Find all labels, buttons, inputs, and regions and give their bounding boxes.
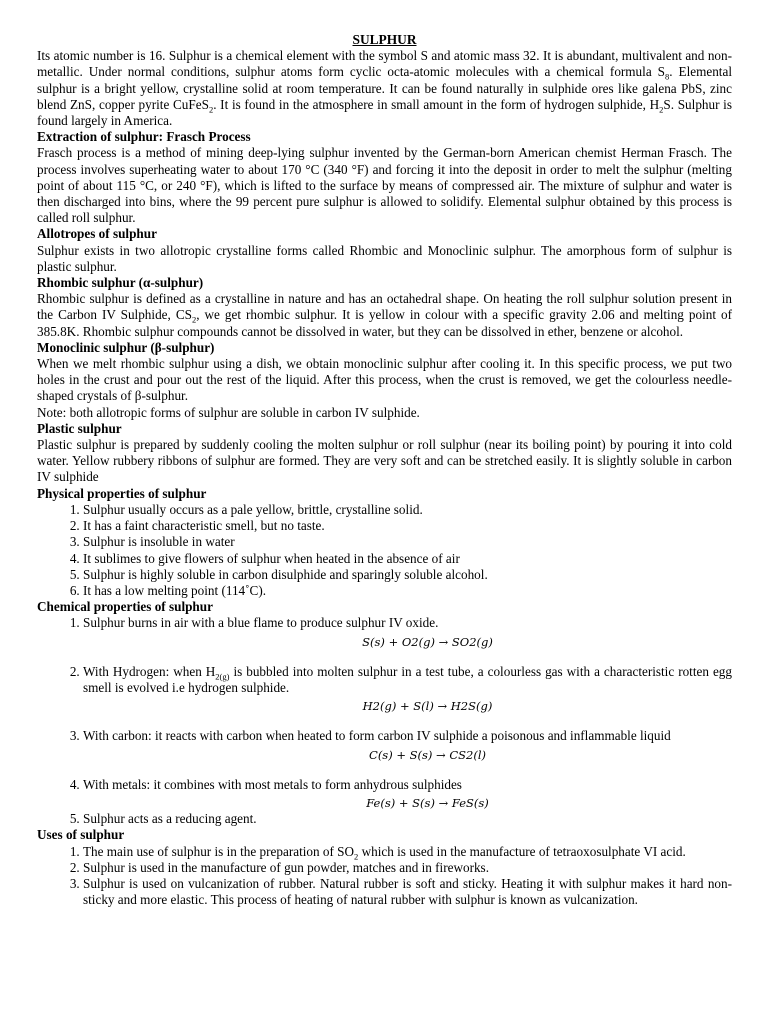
intro-text-3: . It is found in the atmosphere in small amount in the form of hydrogen sulphide, H — [213, 96, 660, 112]
list-item — [83, 615, 732, 663]
subscript: 2 — [659, 104, 664, 115]
monoclinic-note: Note: both allotropic forms of sulphur are soluble in carbon IV sulphide. — [37, 404, 420, 420]
equation: S(s) + O2(g) → SO2(g) — [362, 634, 493, 649]
intro-text-1: Its atomic number is 16. Sulphur is a chemical element with the symbol S and atomic mass 32. It is abundant, multivalent and non-metallic. Under normal conditions, sulphur atoms form cyclic octa-atomic molecules with a chemical formula S — [37, 48, 732, 80]
subscript: 2 — [208, 104, 214, 115]
chemical-properties-list — [37, 615, 732, 827]
chem-item-text: Sulphur burns in air with a blue flame to produce sulphur IV oxide. — [83, 615, 439, 631]
plastic-paragraph: Plastic sulphur is prepared by suddenly cooling the molten sulphur or roll sulphur (near its boiling point) by pouring it into cold water. Yellow rubbery ribbons of sulphur are formed. They are very soft and can be stretched easily. It is slightly soluble in carbon IV sulphide — [37, 437, 732, 485]
subscript: 2 — [191, 315, 197, 326]
frasch-heading: Extraction of sulphur: Frasch Process — [37, 129, 251, 145]
plastic-heading: Plastic sulphur — [37, 420, 122, 436]
list-item — [83, 664, 732, 729]
chem-item-text: With Hydrogen: when H — [83, 663, 216, 679]
frasch-paragraph: Frasch process is a method of mining deep-lying sulphur invented by the German-born American chemist Herman Frasch. The process involves superheating water to about 170 °C (340 °F) and forcing it into the deposit in order to melt the sulphur (melting point of about 115 °C, or 240 °F), which is lifted to the surface by means of compressed air. The mixture of sulphur and water is then discharged into bins, where the 99 percent pure sulphur is allowed to solidify. Elemental sulphur obtained by this process is called roll sulphur. — [37, 145, 732, 226]
monoclinic-heading: Monoclinic sulphur (β-sulphur) — [37, 339, 215, 355]
uses-heading: Uses of sulphur — [37, 827, 125, 843]
allotropes-heading: Allotropes of sulphur — [37, 226, 157, 242]
monoclinic-paragraph: When we melt rhombic sulphur using a dish, we obtain monoclinic sulphur after cooling it. In this specific process, we put two holes in the crust and pour out the rest of the liquid. After this process, when the crust is removed, we get the colourless needle-shaped crystals of β-sulphur. — [37, 356, 732, 404]
rhombic-text-2: , we get rhombic sulphur. It is yellow in colour with a specific gravity 2.06 and melting point of 385.8K. Rhombic sulphur compounds cannot be dissolved in water, but they can be dissolved in ether, benzene or alcohol. — [37, 307, 732, 339]
list-item: 3. Sulphur is used on vulcanization of rubber. Natural rubber is soft and sticky. Heating it with sulphur makes it hard non-sticky and more elastic. This process of heating of natural rubber with sulphur is known as vulcanization. — [83, 876, 732, 908]
use-text: The main use of sulphur is in the preparation of SO — [83, 843, 355, 859]
page-title: SULPHUR — [352, 32, 417, 47]
subscript: 2(g) — [215, 671, 230, 682]
list-item — [83, 728, 732, 776]
chem-item-text: is bubbled into molten sulphur in a test tube, a colourless gas with a characteristic rotten egg smell is evolved i.e hydrogen sulphide. — [83, 663, 732, 695]
list-item: 2. Sulphur is used in the manufacture of gun powder, matches and in fireworks. — [83, 860, 732, 876]
chem-item-text: With carbon: it reacts with carbon when heated to form carbon IV sulphide a poisonous and inflammable liquid — [83, 728, 671, 744]
intro-paragraph — [37, 48, 732, 129]
list-item: 6. It has a low melting point (114˚C). — [83, 583, 732, 599]
subscript: 2 — [354, 851, 359, 862]
uses-list — [37, 844, 732, 909]
allotropes-paragraph: Sulphur exists in two allotropic crystalline forms called Rhombic and Monoclinic sulphur. The amorphous form of sulphur is plastic sulphur. — [37, 242, 732, 274]
list-item: 4. It sublimes to give flowers of sulphur when heated in the absence of air — [83, 551, 732, 567]
rhombic-text-1: Rhombic sulphur is defined as a crystalline in nature and has an octahedral shape. On heating the roll sulphur solution present in the Carbon IV Sulphide, CS — [37, 291, 732, 323]
equation: H2(g) + S(l) → H2S(g) — [362, 699, 493, 714]
rhombic-paragraph — [37, 291, 732, 340]
subscript: 8 — [665, 72, 670, 83]
list-item: 1. Sulphur usually occurs as a pale yellow, brittle, crystalline solid. — [83, 502, 732, 518]
list-item: 5. Sulphur acts as a reducing agent. — [83, 811, 732, 827]
equation: C(s) + S(s) → CS2(l) — [369, 747, 486, 762]
list-item — [83, 777, 732, 811]
list-item — [83, 844, 732, 860]
list-item: 5. Sulphur is highly soluble in carbon disulphide and sparingly soluble alcohol. — [83, 567, 732, 583]
rhombic-heading: Rhombic sulphur (α-sulphur) — [37, 275, 204, 291]
intro-text-2: . Elemental sulphur is a bright yellow, crystalline solid at room temperature. It can be found naturally in sulphide ores like galena PbS, zinc blend ZnS, copper pyrite CuFeS — [37, 64, 732, 112]
physical-heading: Physical properties of sulphur — [37, 485, 207, 501]
intro-text-4: S. Sulphur is found largely in America. — [37, 96, 732, 129]
chemical-heading: Chemical properties of sulphur — [37, 599, 213, 615]
use-text: which is used in the manufacture of tetraoxosulphate VI acid. — [358, 843, 686, 859]
list-item: 2. It has a faint characteristic smell, but no taste. — [83, 518, 732, 534]
equation: Fe(s) + S(s) → FeS(s) — [366, 795, 489, 810]
physical-properties-list — [37, 502, 732, 599]
list-item: 3. Sulphur is insoluble in water — [83, 534, 732, 550]
chem-item-text: With metals: it combines with most metals to form anhydrous sulphides — [83, 776, 462, 792]
